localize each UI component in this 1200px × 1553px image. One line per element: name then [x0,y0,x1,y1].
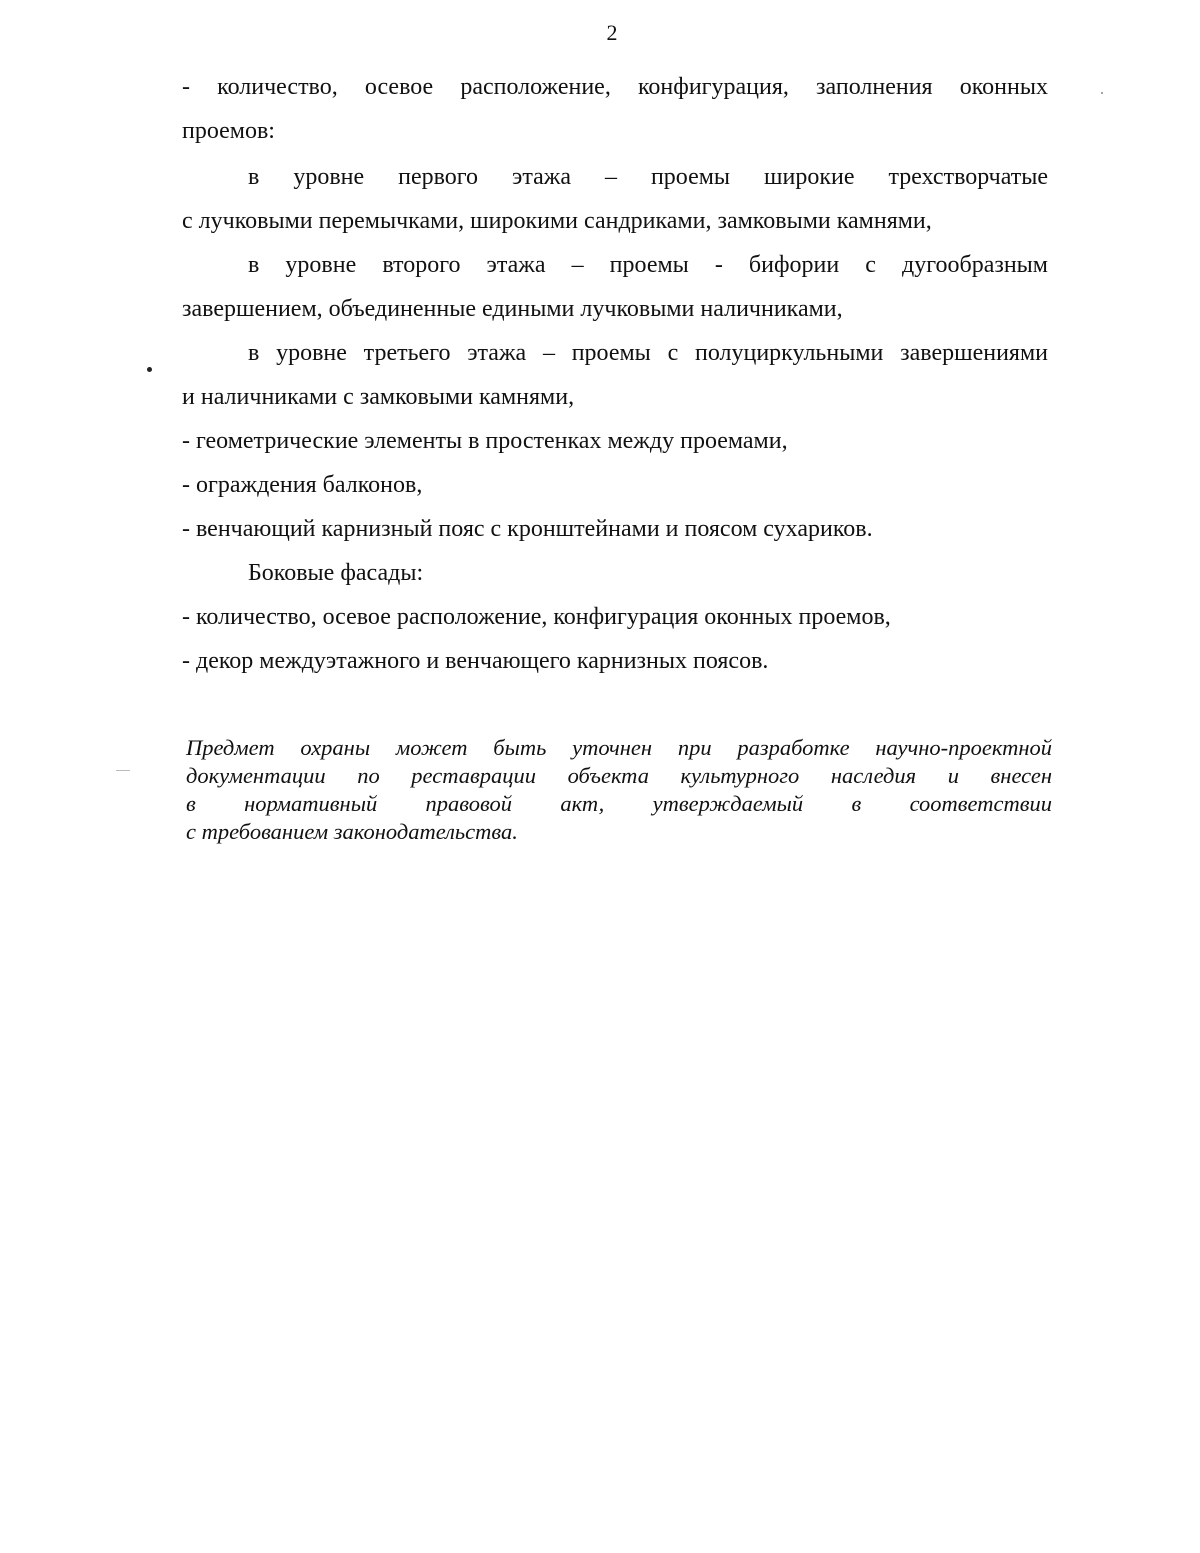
floor3-line-1: в уровне третьего этажа – проемы с полуциркульными завершениями [248,340,1048,366]
geometric-elements-item: - геометрические элементы в простенках между проемами, [182,428,788,454]
balcony-item: - ограждения балконов, [182,472,423,498]
page-number: 2 [606,20,618,45]
windows-item-line-2: проемов: [182,118,275,144]
side-windows-item: - количество, осевое расположение, конфигурация оконных проемов, [182,604,891,630]
floor1-line-1: в уровне первого этажа – проемы широкие трехстворчатые [248,164,1048,190]
scan-dot-left [147,367,152,372]
windows-item-line-1: - количество, осевое расположение, конфигурация, заполнения оконных [182,74,1048,100]
floor1-line-2: с лучковыми перемычками, широкими сандриками, замковыми камнями, [182,208,932,234]
floor3-line-2: и наличниками с замковыми камнями, [182,384,575,410]
cornice-item: - венчающий карнизный пояс с кронштейнами и поясом сухариков. [182,516,873,542]
scan-mark-left [116,770,130,771]
note-line-4: с требованием законодательства. [186,819,518,844]
note-line-1: Предмет охраны может быть уточнен при разработке научно-проектной [186,735,1052,760]
protection-note [186,734,1052,846]
side-decor-item: - декор междуэтажного и венчающего карнизных поясов. [182,648,769,674]
floor2-line-2: завершением, объединенные едиными лучковыми наличниками, [182,296,843,322]
side-facades-heading: Боковые фасады: [248,560,424,586]
floor2-line-1: в уровне второго этажа – проемы - бифории с дугообразным [248,252,1048,278]
note-line-2: документации по реставрации объекта культурного наследия и внесен [186,763,1052,788]
scan-dot-right [1101,92,1103,94]
note-line-3: в нормативный правовой акт, утверждаемый в соответствии [186,791,1052,816]
